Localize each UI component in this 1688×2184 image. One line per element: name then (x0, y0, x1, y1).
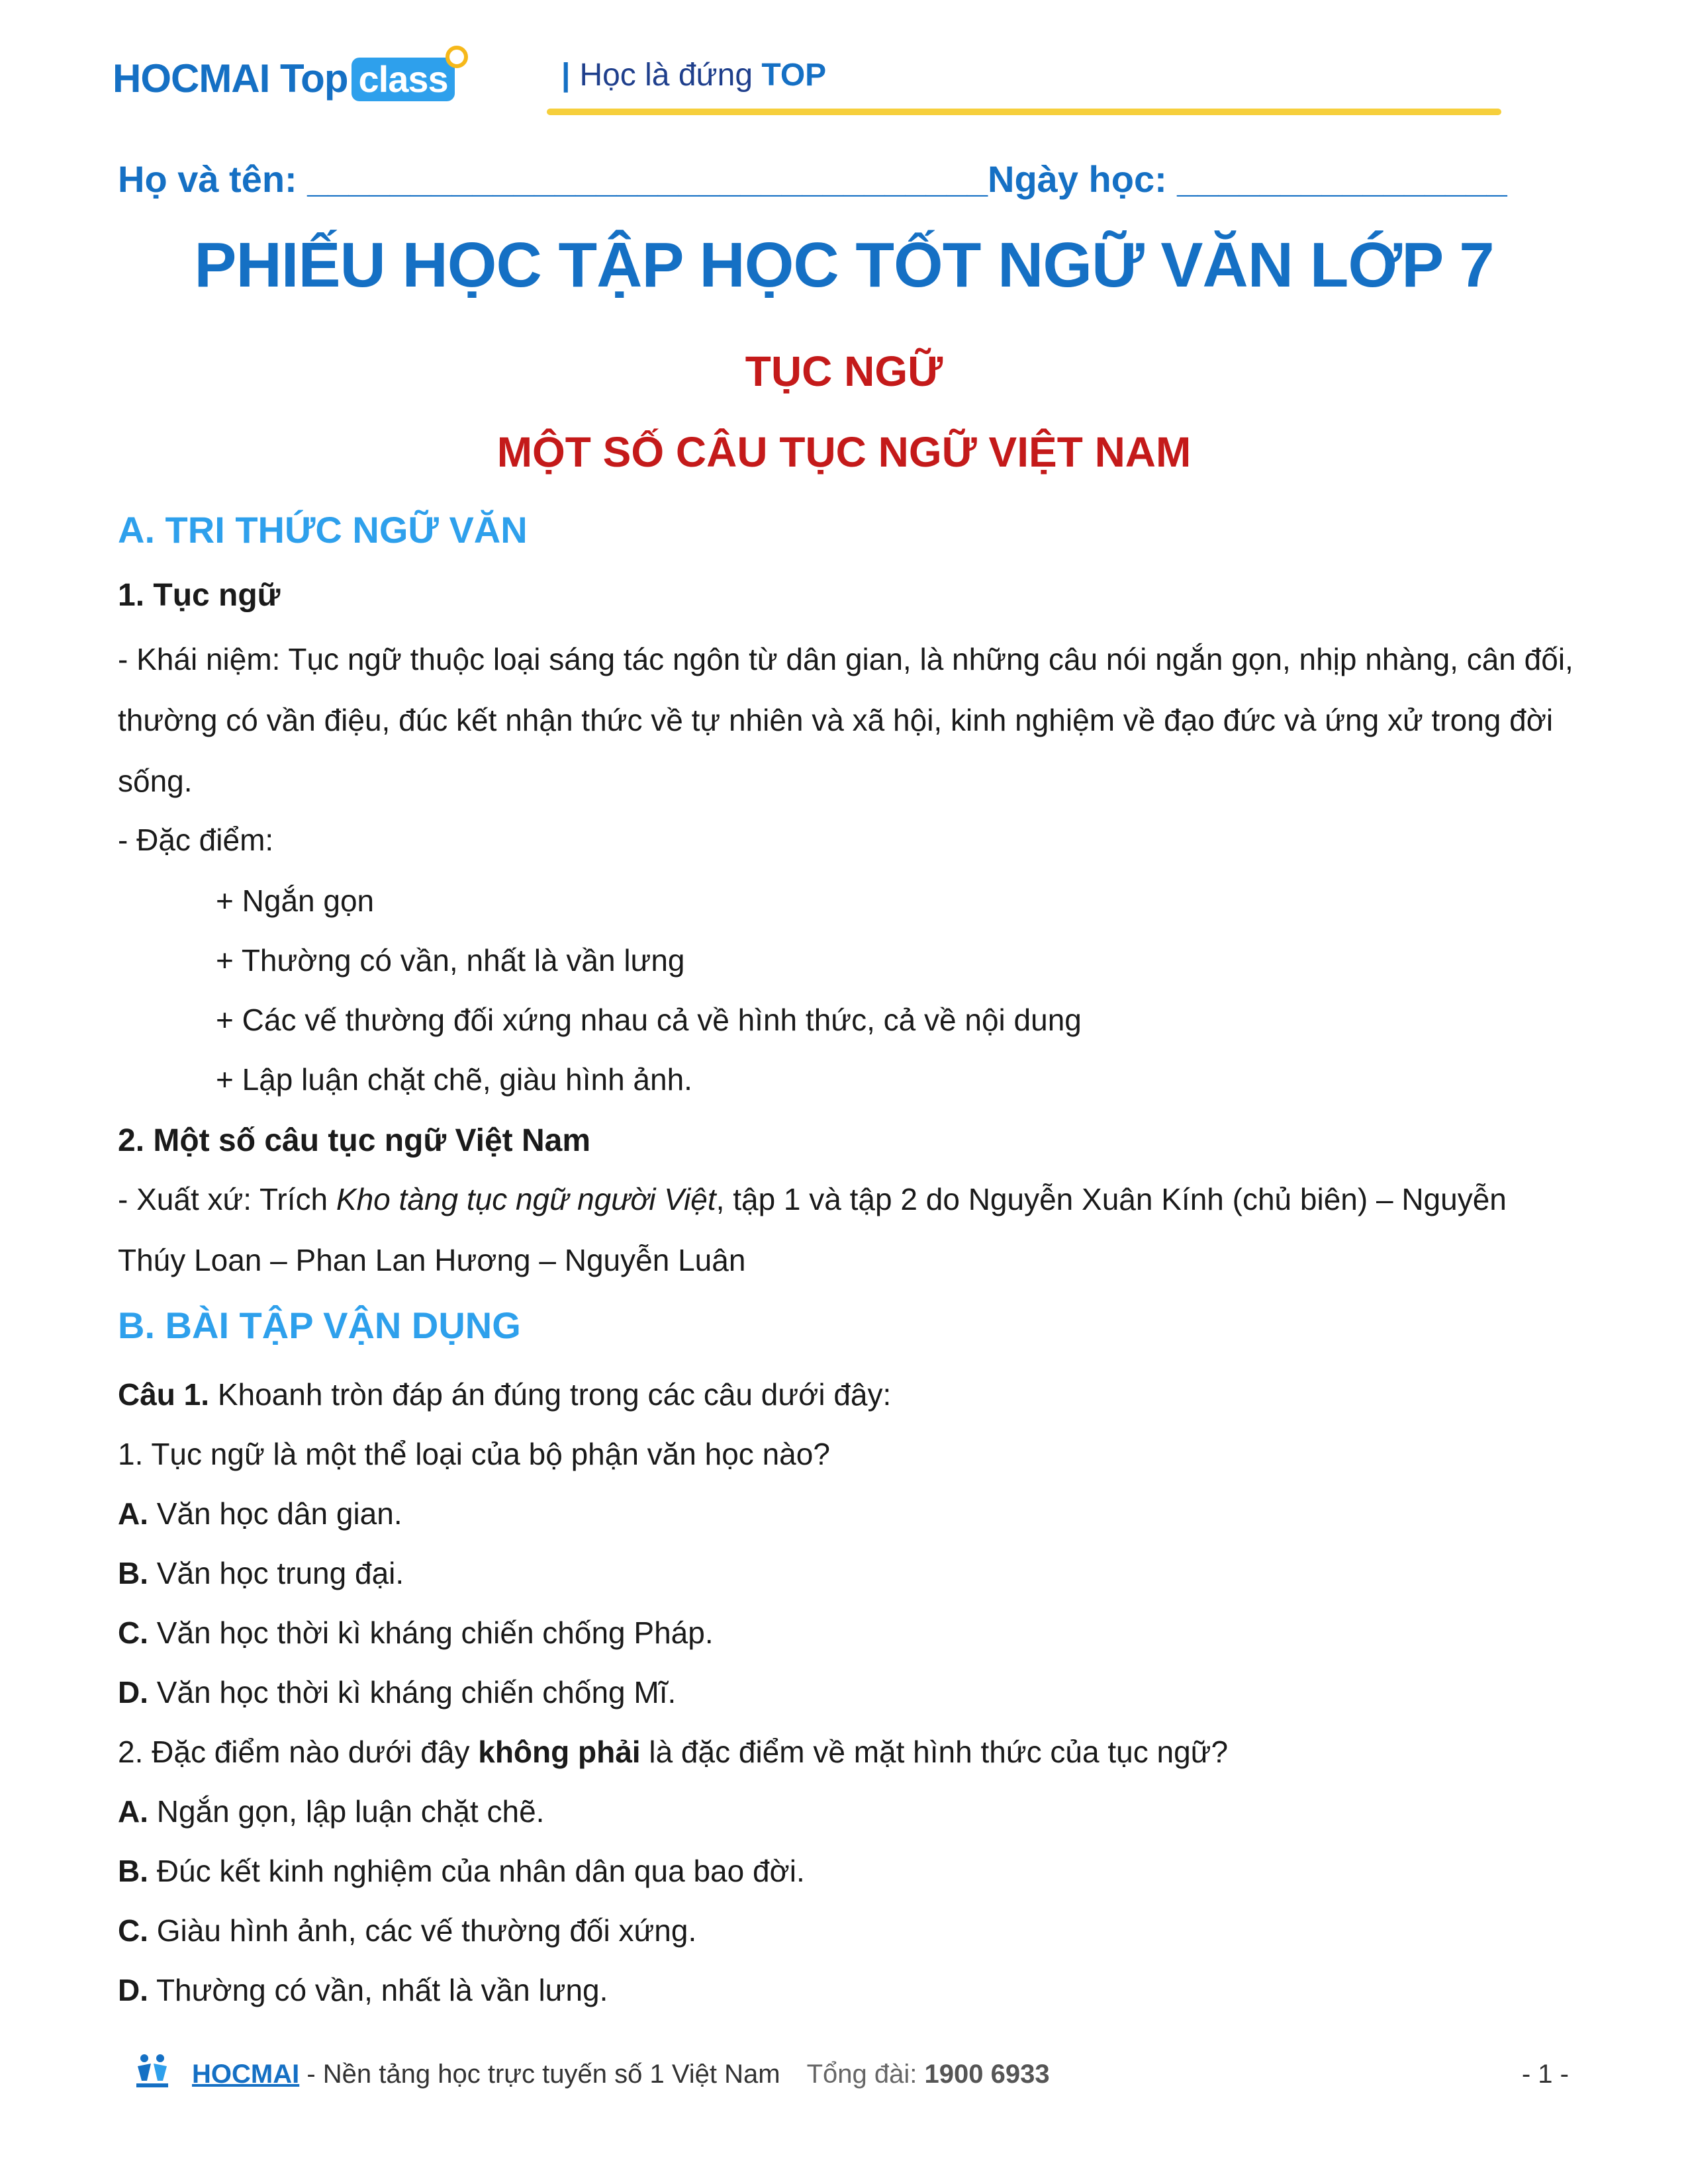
subtitle-lesson: MỘT SỐ CÂU TỤC NGỮ VIỆT NAM (496, 428, 1192, 476)
name-field[interactable]: Họ và tên: _________________________________ (118, 158, 988, 200)
footer-tagline: - Nền tảng học trực tuyến số 1 Việt Nam (299, 2060, 780, 2089)
q2-suffix: là đặc điểm về mặt hình thức của tục ngữ? (640, 1735, 1229, 1769)
features-label: - Đặc điểm: (118, 823, 274, 857)
question-text: Khoanh tròn đáp án đúng trong các câu dưới đây: (209, 1377, 892, 1412)
question-1: 1. Tục ngữ là một thể loại của bộ phận văn học nào? (118, 1437, 830, 1471)
feature-item: + Ngắn gọn (216, 884, 375, 918)
q1-option-b[interactable] (118, 1555, 404, 1591)
q2-emphasis: không phải (478, 1735, 641, 1769)
question-2 (118, 1734, 1228, 1770)
footer (192, 2060, 1050, 2089)
option-text: Ngắn gọn, lập luận chặt chẽ. (148, 1794, 545, 1829)
option-letter: B. (118, 1854, 148, 1888)
date-field[interactable]: Ngày học: ________________ (988, 158, 1507, 200)
q2-prefix: 2. Đặc điểm nào dưới đây (118, 1735, 479, 1769)
option-letter: D. (118, 1973, 148, 2007)
option-letter: C. (118, 1913, 148, 1948)
q2-option-c[interactable] (118, 1913, 696, 1948)
slogan-divider: | (561, 58, 571, 93)
section-b-title: B. BÀI TẬP VẬN DỤNG (118, 1304, 521, 1346)
feature-item: + Thường có vần, nhất là vần lưng (216, 943, 685, 978)
page-number: - 1 - (1521, 2060, 1569, 2089)
slogan-text: Học là đứng (579, 58, 762, 93)
heading-tuc-ngu: 1. Tục ngữ (118, 578, 281, 613)
hotline-label: Tổng đài: (806, 2060, 925, 2089)
question-label: Câu 1. (118, 1377, 210, 1412)
name-date-row (118, 158, 1507, 201)
option-letter: A. (118, 1794, 148, 1829)
logo-class-text: class (358, 58, 448, 100)
q1-option-d[interactable] (118, 1674, 676, 1710)
footer-brand-link[interactable]: HOCMAI (192, 2060, 300, 2089)
option-text: Đúc kết kinh nghiệm của nhân dân qua bao đời. (148, 1854, 805, 1888)
feature-item: + Lập luận chặt chẽ, giàu hình ảnh. (216, 1062, 692, 1097)
option-text: Văn học thời kì kháng chiến chống Mĩ. (148, 1675, 677, 1709)
option-text: Văn học trung đại. (148, 1556, 404, 1590)
origin-suffix: , tập 1 và tập 2 do Nguyễn Xuân Kính (chủ biên) – Nguyễn Thúy Loan – Phan Lan Hương – Nguyễn Luân (118, 1182, 1507, 1277)
option-letter: C. (118, 1615, 148, 1650)
page-title: PHIẾU HỌC TẬP HỌC TỐT NGỮ VĂN LỚP 7 (194, 230, 1494, 300)
option-letter: A. (118, 1496, 148, 1531)
feature-item: + Các vế thường đối xứng nhau cả về hình thức, cả về nội dung (216, 1003, 1082, 1037)
q1-option-a[interactable] (118, 1496, 402, 1531)
hotline-number: 1900 6933 (924, 2060, 1050, 2089)
question-intro (118, 1377, 891, 1412)
origin-paragraph (118, 1169, 1574, 1291)
heading-mot-so-cau: 2. Một số câu tục ngữ Việt Nam (118, 1123, 590, 1158)
concept-paragraph: - Khái niệm: Tục ngữ thuộc loại sáng tác ngôn từ dân gian, là những câu nói ngắn gọn, nhịp nhàng, cân đối, thường có vần điệu, đúc kết nhận thức về tự nhiên và xã hội, kinh nghiệm về đạo đức và ứng xử trong đời sống. (118, 642, 1573, 798)
option-text: Văn học thời kì kháng chiến chống Pháp. (148, 1615, 714, 1650)
option-text: Thường có vần, nhất là vần lưng. (148, 1973, 608, 2007)
subtitle-topic: TỤC NGỮ (745, 347, 943, 395)
option-text: Văn học dân gian. (148, 1496, 402, 1531)
option-letter: B. (118, 1556, 148, 1590)
slogan (561, 57, 826, 93)
origin-prefix: - Xuất xứ: Trích (118, 1182, 336, 1216)
option-letter: D. (118, 1675, 148, 1709)
hocmai-topclass-logo (113, 56, 455, 101)
q2-option-a[interactable] (118, 1794, 544, 1829)
logo-class-badge (352, 58, 454, 101)
section-a-title: A. TRI THỨC NGỮ VĂN (118, 509, 528, 551)
option-text: Giàu hình ảnh, các vế thường đối xứng. (148, 1913, 697, 1948)
q2-option-b[interactable] (118, 1853, 805, 1889)
origin-book-title: Kho tàng tục ngữ người Việt (336, 1182, 716, 1216)
header-underline (547, 109, 1501, 115)
slogan-top: TOP (761, 58, 827, 93)
q1-option-c[interactable] (118, 1615, 714, 1651)
logo-text: HOCMAI Top (113, 56, 348, 101)
sun-icon (445, 46, 468, 68)
q2-option-d[interactable] (118, 1972, 608, 2008)
hocmai-footer-logo-icon (132, 2052, 172, 2091)
